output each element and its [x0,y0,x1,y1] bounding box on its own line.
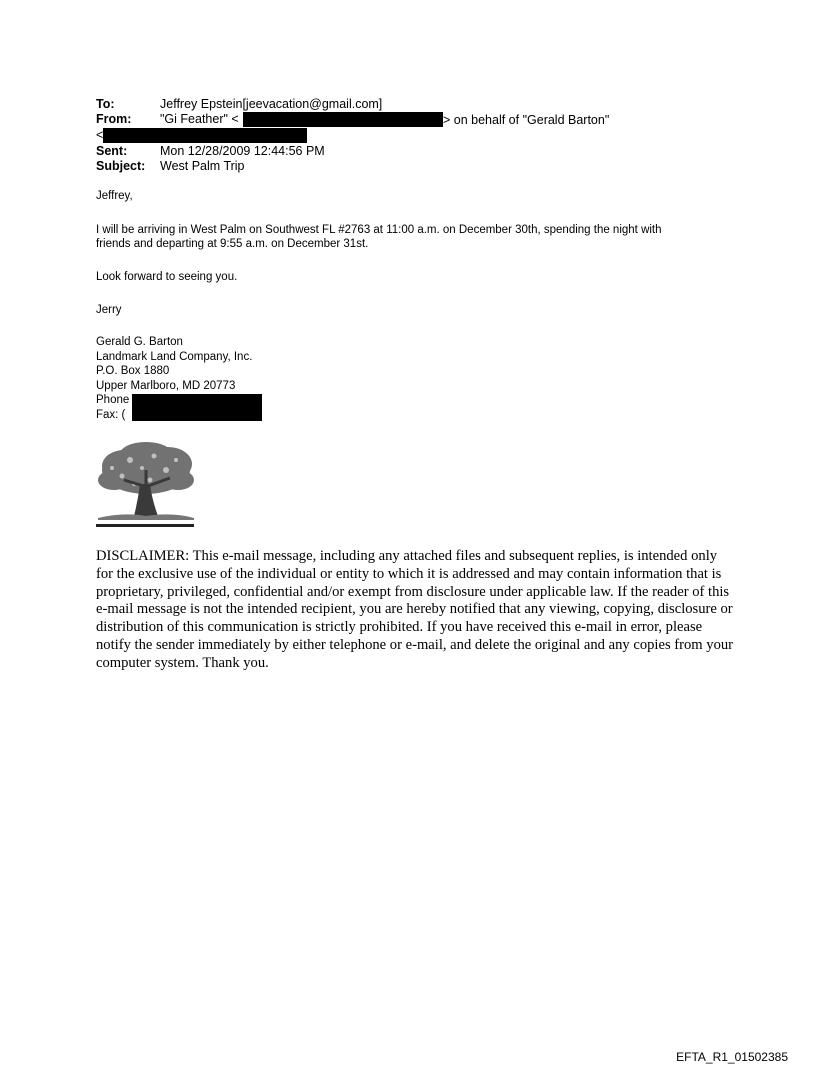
redaction-bar-phone-fax [132,394,262,421]
sender-name: Jerry [96,304,122,316]
signature-name: Gerald G. Barton [96,336,183,348]
sent-row [96,144,325,158]
disclaimer-text: DISCLAIMER: This e-mail message, including any attached files and subsequent replies, is intended only for the exclusive use of the individual or entity to which it is addressed and may contain information that is proprietary, privileged, confidential and/or exempt from disclosure under applicable law. If the reader of this e-mail message is not the intended recipient, you are hereby notified that any viewing, copying, disclosure or distribution of this communication is strictly prohibited. If you have received this e-mail in error, please notify the sender immediately by either telephone or e-mail, and delete the original and any copies from your computer system. Thank you. [96,548,734,671]
to-row [96,97,382,111]
to-value: Jeffrey Epstein[jeevacation@gmail.com] [160,97,383,111]
from-value-end: > on behalf of "Gerald Barton" [443,113,610,127]
redaction-bar-from-email [243,112,443,127]
signature-po-box: P.O. Box 1880 [96,365,170,377]
body-line-2: friends and departing at 9:55 a.m. on December 31st. [96,238,369,250]
subject-value: West Palm Trip [160,159,245,173]
sent-label: Sent: [96,144,128,158]
redaction-bar-from-email-2 [103,128,307,143]
subject-label: Subject: [96,159,146,173]
sent-value: Mon 12/28/2009 12:44:56 PM [160,144,325,158]
from-row-end [443,113,609,127]
signature-fax-label: Fax: ( [96,408,126,421]
signature-city: Upper Marlboro, MD 20773 [96,379,236,392]
tree-logo-icon [94,440,198,530]
document-id: EFTA_R1_01502385 [676,1050,788,1064]
body-line-1: I will be arriving in West Palm on Southwest FL #2763 at 11:00 a.m. on December 30th, spending the night with [96,224,662,236]
from-value-start: "Gi Feather" < [160,112,239,126]
from-cont: < [96,128,104,142]
subject-row [96,159,245,173]
from-row [96,112,239,126]
greeting: Jeffrey, [96,190,133,202]
closing-line: Look forward to seeing you. [96,271,238,283]
signature-phone-label: Phone [96,394,130,406]
to-label: To: [96,97,115,111]
from-label: From: [96,112,132,126]
signature-company: Landmark Land Company, Inc. [96,350,253,363]
